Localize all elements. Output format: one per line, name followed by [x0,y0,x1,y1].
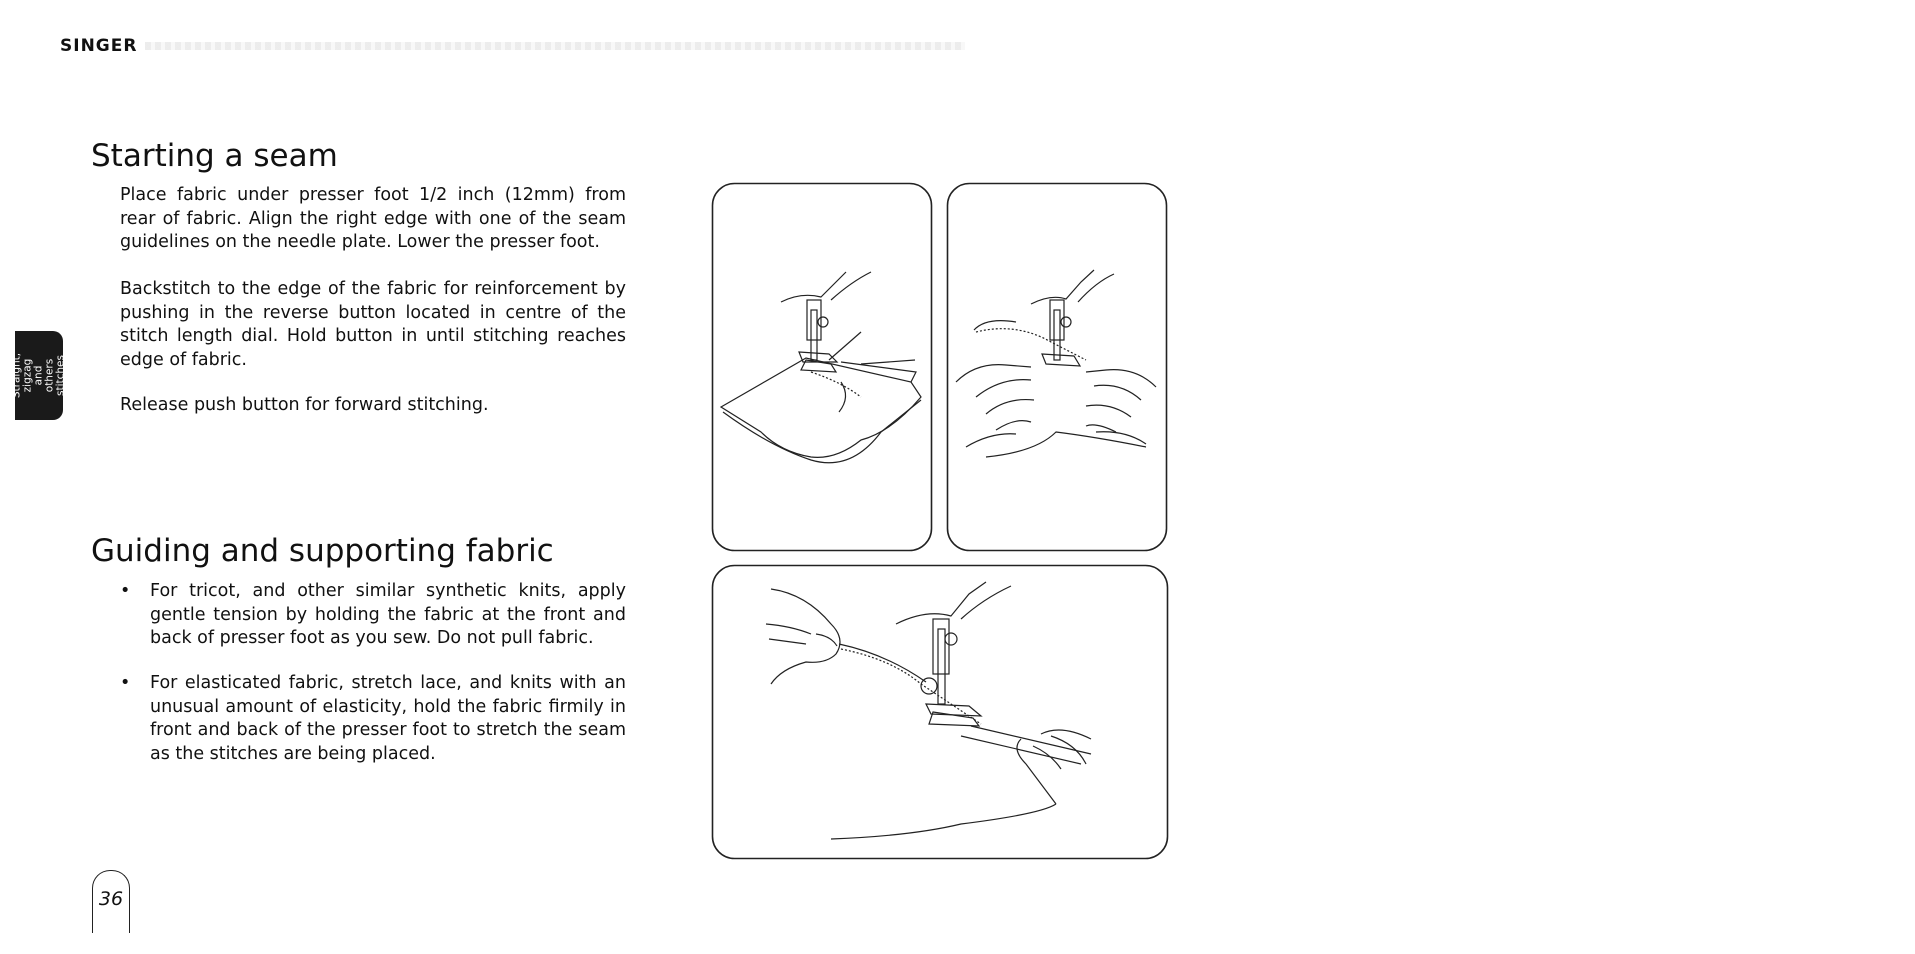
chapter-side-tab-label: Straight, zigzag and others stitches [10,352,67,399]
bullet-text: For elasticated fabric, stretch lace, and knits with an unusual amount of elasticity, hold the fabric firmily in front and back of the presser foot to stretch the seam as the stitches are being placed. [150,673,626,764]
illustration-fabric-under-presser-foot [711,182,933,552]
bullet-text: For tricot, and other similar synthetic knits, apply gentle tension by holding the fabric at the front and back of presser foot as you sew. Do not pull fabric. [150,581,626,648]
paragraph-backstitch: Backstitch to the edge of the fabric for reinforcement by pushing in the reverse button located in centre of the stitch length dial. Hold button in until stitching reaches edge of fabric. [120,279,626,370]
illustration-hands-backstitching [946,182,1168,552]
page-number: 36 [92,870,130,933]
chapter-side-tab [10,331,67,420]
bullet-dot: • [120,673,131,693]
bullet-dot: • [120,581,131,601]
header-faded-strip [145,42,965,50]
illustration-hands-stretching-fabric [711,564,1169,860]
paragraph-place-fabric: Place fabric under presser foot 1/2 inch (12mm) from rear of fabric. Align the right edge with one of the seam guidelines on the needle plate. Lower the presser foot. [120,185,626,252]
paragraph-release-button: Release push button for forward stitching. [120,395,489,415]
brand-logo: SINGER [60,36,138,56]
section-title-guiding-fabric: Guiding and supporting fabric [91,533,554,569]
section-title-starting-seam: Starting a seam [91,138,338,174]
